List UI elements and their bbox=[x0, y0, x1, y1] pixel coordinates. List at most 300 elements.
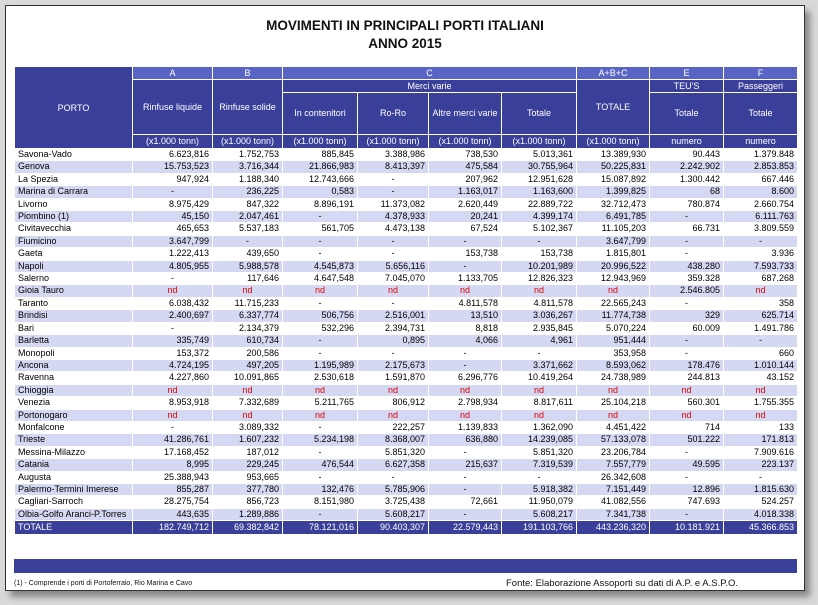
port-name: Savona-Vado bbox=[15, 149, 133, 161]
table-cell: 57.133,078 bbox=[577, 434, 650, 446]
table-cell: - bbox=[650, 446, 724, 458]
table-cell: 215,637 bbox=[429, 459, 502, 471]
table-cell: 3.036,267 bbox=[502, 310, 577, 322]
header-porto: PORTO bbox=[15, 67, 133, 149]
table-cell: 22.889,722 bbox=[502, 198, 577, 210]
table-cell: 377,780 bbox=[213, 483, 283, 495]
table-row bbox=[15, 397, 798, 409]
table-cell: 1.379.848 bbox=[724, 149, 798, 161]
table-cell: 153,372 bbox=[133, 347, 213, 359]
table-cell: nd bbox=[502, 285, 577, 297]
table-row bbox=[15, 273, 798, 285]
table-row bbox=[15, 223, 798, 235]
port-name: Messina-Milazzo bbox=[15, 446, 133, 458]
table-row bbox=[15, 211, 798, 223]
table-cell: - bbox=[283, 211, 358, 223]
table-cell: 532,296 bbox=[283, 322, 358, 334]
table-cell: - bbox=[650, 297, 724, 309]
table-cell: 6.111.763 bbox=[724, 211, 798, 223]
table-cell: 2.546.805 bbox=[650, 285, 724, 297]
table-cell: 4.227,860 bbox=[133, 372, 213, 384]
table-cell: 6.296,776 bbox=[429, 372, 502, 384]
table-cell: 68 bbox=[650, 186, 724, 198]
table-cell: 855,287 bbox=[133, 483, 213, 495]
port-movements-table bbox=[14, 66, 798, 535]
table-cell: - bbox=[650, 211, 724, 223]
table-cell: 1.300.442 bbox=[650, 173, 724, 185]
table-cell: nd bbox=[213, 409, 283, 421]
header-totale-abc: TOTALE bbox=[577, 80, 650, 135]
port-name: Cagliari-Sarroch bbox=[15, 496, 133, 508]
table-cell: nd bbox=[358, 285, 429, 297]
table-cell: - bbox=[358, 173, 429, 185]
table-cell: 2.400,697 bbox=[133, 310, 213, 322]
table-cell: 15.087,892 bbox=[577, 173, 650, 185]
table-cell: 2.242.902 bbox=[650, 161, 724, 173]
table-row bbox=[15, 310, 798, 322]
table-cell: 8.600 bbox=[724, 186, 798, 198]
table-cell: 5.918,382 bbox=[502, 483, 577, 495]
table-cell: 329 bbox=[650, 310, 724, 322]
table-cell: 5.070,224 bbox=[577, 322, 650, 334]
table-cell: 1.752,753 bbox=[213, 149, 283, 161]
table-cell: 3.647,799 bbox=[133, 235, 213, 247]
table-cell: 5.851,320 bbox=[358, 446, 429, 458]
table-cell: 171.813 bbox=[724, 434, 798, 446]
table-cell: 30.755,964 bbox=[502, 161, 577, 173]
port-name: Venezia bbox=[15, 397, 133, 409]
table-cell: 5.851,320 bbox=[502, 446, 577, 458]
table-cell: 20.996,522 bbox=[577, 260, 650, 272]
table-cell: nd bbox=[502, 384, 577, 396]
table-cell: 2.047,461 bbox=[213, 211, 283, 223]
table-cell: 6.623,816 bbox=[133, 149, 213, 161]
table-row bbox=[15, 335, 798, 347]
table-cell: 667.446 bbox=[724, 173, 798, 185]
port-name: Marina di Carrara bbox=[15, 186, 133, 198]
table-cell: 947,924 bbox=[133, 173, 213, 185]
table-cell: 207,962 bbox=[429, 173, 502, 185]
table-cell: 1.163,017 bbox=[429, 186, 502, 198]
table-cell: 2.620,449 bbox=[429, 198, 502, 210]
table-cell: nd bbox=[724, 285, 798, 297]
table-cell: 747.693 bbox=[650, 496, 724, 508]
table-cell: 5.211,765 bbox=[283, 397, 358, 409]
table-cell: 21.866,983 bbox=[283, 161, 358, 173]
table-cell: nd bbox=[650, 409, 724, 421]
table-cell: 5.234,198 bbox=[283, 434, 358, 446]
header-altre-merci: Altre merci varie bbox=[429, 93, 502, 135]
table-cell: - bbox=[358, 248, 429, 260]
table-cell: - bbox=[133, 322, 213, 334]
source-note: Fonte: Elaborazione Assoporti su dati di A.P. e A.S.P.O. bbox=[506, 578, 739, 589]
header-totale-c: Totale bbox=[502, 93, 577, 135]
table-cell: 625.714 bbox=[724, 310, 798, 322]
table-cell: 8.896,191 bbox=[283, 198, 358, 210]
table-row bbox=[15, 198, 798, 210]
table-cell: - bbox=[502, 235, 577, 247]
table-cell: 0,895 bbox=[358, 335, 429, 347]
port-name: Salerno bbox=[15, 273, 133, 285]
table-cell: 14.239,085 bbox=[502, 434, 577, 446]
port-name: Civitavecchia bbox=[15, 223, 133, 235]
table-cell: 13,510 bbox=[429, 310, 502, 322]
port-name: Fiumicino bbox=[15, 235, 133, 247]
table-cell: 335,749 bbox=[133, 335, 213, 347]
port-name: Piombino (1) bbox=[15, 211, 133, 223]
table-cell: 12.951,628 bbox=[502, 173, 577, 185]
table-cell: 4.811,578 bbox=[429, 297, 502, 309]
table-body bbox=[15, 149, 798, 521]
table-cell: 353,958 bbox=[577, 347, 650, 359]
table-cell: 3.725,438 bbox=[358, 496, 429, 508]
table-cell: 1.222,413 bbox=[133, 248, 213, 260]
table-cell: 10.419,264 bbox=[502, 372, 577, 384]
unit-c3: (x1.000 tonn) bbox=[429, 135, 502, 149]
port-name: Trieste bbox=[15, 434, 133, 446]
table-cell: - bbox=[650, 347, 724, 359]
table-cell: - bbox=[133, 421, 213, 433]
total-cell: 22.579,443 bbox=[429, 521, 502, 535]
table-cell: 1.163,600 bbox=[502, 186, 577, 198]
header-merci-varie: Merci varie bbox=[283, 80, 577, 93]
table-cell: nd bbox=[577, 285, 650, 297]
table-cell: 90.443 bbox=[650, 149, 724, 161]
table-cell: 12.826,323 bbox=[502, 273, 577, 285]
header-totale-f: Totale bbox=[724, 93, 798, 135]
table-cell: 8,818 bbox=[429, 322, 502, 334]
header-letter-c: C bbox=[283, 67, 577, 80]
table-row bbox=[15, 446, 798, 458]
table-cell: 8.151,980 bbox=[283, 496, 358, 508]
table-cell: 8.593,062 bbox=[577, 359, 650, 371]
table-cell: 11.105,203 bbox=[577, 223, 650, 235]
table-cell: - bbox=[283, 446, 358, 458]
table-cell: - bbox=[724, 471, 798, 483]
table-cell: 847,322 bbox=[213, 198, 283, 210]
table-cell: - bbox=[358, 471, 429, 483]
table-cell: 561,705 bbox=[283, 223, 358, 235]
table-cell: 501.222 bbox=[650, 434, 724, 446]
table-cell: - bbox=[429, 235, 502, 247]
table-cell: - bbox=[429, 483, 502, 495]
footnote: (1) - Comprende i porti di Portoferraio, Rio Marina e Cavo bbox=[14, 580, 193, 587]
table-cell: 2.530,618 bbox=[283, 372, 358, 384]
table-cell: 7.557,779 bbox=[577, 459, 650, 471]
table-cell: 506,756 bbox=[283, 310, 358, 322]
total-cell: 69.382,842 bbox=[213, 521, 283, 535]
table-cell: 244.813 bbox=[650, 372, 724, 384]
unit-c2: (x1.000 tonn) bbox=[358, 135, 429, 149]
table-cell: 0,583 bbox=[283, 186, 358, 198]
table-cell: nd bbox=[358, 409, 429, 421]
table-cell: 12.743,666 bbox=[283, 173, 358, 185]
port-name: Livorno bbox=[15, 198, 133, 210]
table-cell: 4.724,195 bbox=[133, 359, 213, 371]
port-name: Catania bbox=[15, 459, 133, 471]
table-cell: 476,544 bbox=[283, 459, 358, 471]
table-row bbox=[15, 496, 798, 508]
table-cell: 3.809.559 bbox=[724, 223, 798, 235]
table-cell: 3.371,662 bbox=[502, 359, 577, 371]
table-cell: 4.018.338 bbox=[724, 508, 798, 520]
total-cell: 45.366.853 bbox=[724, 521, 798, 535]
table-cell: nd bbox=[650, 384, 724, 396]
table-row bbox=[15, 161, 798, 173]
table-row bbox=[15, 322, 798, 334]
table-cell: 7.151,449 bbox=[577, 483, 650, 495]
table-cell: 359.328 bbox=[650, 273, 724, 285]
table-cell: 5.537,183 bbox=[213, 223, 283, 235]
table-row bbox=[15, 186, 798, 198]
table-cell: - bbox=[213, 235, 283, 247]
table-row bbox=[15, 173, 798, 185]
table-row bbox=[15, 235, 798, 247]
table-cell: 178.476 bbox=[650, 359, 724, 371]
table-cell: 1.591,870 bbox=[358, 372, 429, 384]
table-cell: 187,012 bbox=[213, 446, 283, 458]
table-cell: 358 bbox=[724, 297, 798, 309]
header-teus: TEU'S bbox=[650, 80, 724, 93]
table-cell: 7.593.733 bbox=[724, 260, 798, 272]
table-cell: nd bbox=[429, 285, 502, 297]
port-name: Chioggia bbox=[15, 384, 133, 396]
total-cell: 443.236,320 bbox=[577, 521, 650, 535]
unit-c1: (x1.000 tonn) bbox=[283, 135, 358, 149]
table-cell: - bbox=[358, 235, 429, 247]
table-cell: - bbox=[650, 248, 724, 260]
table-cell: 8.975,429 bbox=[133, 198, 213, 210]
table-cell: 6.491,785 bbox=[577, 211, 650, 223]
table-cell: - bbox=[358, 297, 429, 309]
table-cell: 10.201,989 bbox=[502, 260, 577, 272]
table-cell: 5.013,361 bbox=[502, 149, 577, 161]
table-cell: 7.332,689 bbox=[213, 397, 283, 409]
table-cell: nd bbox=[577, 409, 650, 421]
table-row bbox=[15, 421, 798, 433]
header-passeggeri: Passeggeri bbox=[724, 80, 798, 93]
table-cell: - bbox=[429, 359, 502, 371]
table-cell: 856,723 bbox=[213, 496, 283, 508]
table-cell: - bbox=[429, 446, 502, 458]
total-cell: 182.749,712 bbox=[133, 521, 213, 535]
table-cell: nd bbox=[283, 409, 358, 421]
table-row bbox=[15, 483, 798, 495]
port-name: Palermo-Termini Imerese bbox=[15, 483, 133, 495]
table-cell: 20,241 bbox=[429, 211, 502, 223]
total-cell: 191.103,766 bbox=[502, 521, 577, 535]
table-cell: 5.608,217 bbox=[358, 508, 429, 520]
table-row bbox=[15, 149, 798, 161]
table-cell: 72,661 bbox=[429, 496, 502, 508]
table-cell: 2.853.853 bbox=[724, 161, 798, 173]
table-cell: 951,444 bbox=[577, 335, 650, 347]
table-cell: 8,995 bbox=[133, 459, 213, 471]
unit-b: (x1.000 tonn) bbox=[213, 135, 283, 149]
table-cell: 4.545,873 bbox=[283, 260, 358, 272]
table-cell: 50.225,831 bbox=[577, 161, 650, 173]
header-totale-e: Totale bbox=[650, 93, 724, 135]
table-cell: - bbox=[283, 335, 358, 347]
table-cell: 443,635 bbox=[133, 508, 213, 520]
table-cell: 5.785,906 bbox=[358, 483, 429, 495]
unit-a: (x1.000 tonn) bbox=[133, 135, 213, 149]
table-cell: 1.815,801 bbox=[577, 248, 650, 260]
table-cell: 3.388,986 bbox=[358, 149, 429, 161]
table-cell: 7.341,738 bbox=[577, 508, 650, 520]
table-cell: 67,524 bbox=[429, 223, 502, 235]
table-cell: 132,476 bbox=[283, 483, 358, 495]
header-rinfuse-liquide: Rinfuse liquide bbox=[133, 80, 213, 135]
table-cell: 22.565,243 bbox=[577, 297, 650, 309]
table-cell: 524.257 bbox=[724, 496, 798, 508]
table-cell: nd bbox=[724, 409, 798, 421]
total-cell: 10.181.921 bbox=[650, 521, 724, 535]
table-cell: - bbox=[283, 248, 358, 260]
table-cell: 3.716,344 bbox=[213, 161, 283, 173]
table-cell: - bbox=[650, 508, 724, 520]
total-label: TOTALE bbox=[15, 521, 133, 535]
table-cell: - bbox=[283, 347, 358, 359]
table-cell: nd bbox=[133, 285, 213, 297]
header-letter-a: A bbox=[133, 67, 213, 80]
table-cell: 636,880 bbox=[429, 434, 502, 446]
table-cell: 1.815.630 bbox=[724, 483, 798, 495]
total-cell: 78.121,016 bbox=[283, 521, 358, 535]
table-cell: - bbox=[429, 260, 502, 272]
port-name: Brindisi bbox=[15, 310, 133, 322]
port-name: Napoli bbox=[15, 260, 133, 272]
table-cell: 1.133,705 bbox=[429, 273, 502, 285]
table-cell: 497,205 bbox=[213, 359, 283, 371]
table-cell: 4.805,955 bbox=[133, 260, 213, 272]
port-name: Ancona bbox=[15, 359, 133, 371]
table-cell: 560.301 bbox=[650, 397, 724, 409]
table-cell: 45,150 bbox=[133, 211, 213, 223]
table-cell: 1.195,989 bbox=[283, 359, 358, 371]
table-cell: - bbox=[283, 508, 358, 520]
table-cell: nd bbox=[283, 285, 358, 297]
table-cell: 4,066 bbox=[429, 335, 502, 347]
table-cell: 5.102,367 bbox=[502, 223, 577, 235]
table-row bbox=[15, 248, 798, 260]
table-cell: 806,912 bbox=[358, 397, 429, 409]
table-cell: nd bbox=[724, 384, 798, 396]
table-cell: 1.188,340 bbox=[213, 173, 283, 185]
table-cell: nd bbox=[429, 384, 502, 396]
table-cell: 25.388,943 bbox=[133, 471, 213, 483]
table-cell: - bbox=[133, 273, 213, 285]
table-cell: 7.045,070 bbox=[358, 273, 429, 285]
table-cell: 4,961 bbox=[502, 335, 577, 347]
table-cell: - bbox=[650, 335, 724, 347]
table-cell: 687.268 bbox=[724, 273, 798, 285]
table-cell: 475,584 bbox=[429, 161, 502, 173]
port-name: Genova bbox=[15, 161, 133, 173]
header-in-contenitori: In contenitori bbox=[283, 93, 358, 135]
table-cell: 11.774,738 bbox=[577, 310, 650, 322]
table-cell: 610,734 bbox=[213, 335, 283, 347]
unit-c4: (x1.000 tonn) bbox=[502, 135, 577, 149]
table-cell: - bbox=[650, 235, 724, 247]
table-cell: 117,646 bbox=[213, 273, 283, 285]
table-cell: 2.134,379 bbox=[213, 322, 283, 334]
table-cell: 5.656,116 bbox=[358, 260, 429, 272]
table-cell: - bbox=[429, 508, 502, 520]
table-cell: 23.206,784 bbox=[577, 446, 650, 458]
table-cell: 12.896 bbox=[650, 483, 724, 495]
table-cell: nd bbox=[213, 384, 283, 396]
table-cell: - bbox=[429, 347, 502, 359]
page-subtitle: ANNO 2015 bbox=[368, 36, 442, 51]
header-rinfuse-solide: Rinfuse solide bbox=[213, 80, 283, 135]
table-cell: 2.394,731 bbox=[358, 322, 429, 334]
table-cell: 4.451,422 bbox=[577, 421, 650, 433]
table-cell: 4.647,548 bbox=[283, 273, 358, 285]
table-row bbox=[15, 372, 798, 384]
table-cell: 6.627,358 bbox=[358, 459, 429, 471]
table-cell: 8.413,397 bbox=[358, 161, 429, 173]
table-cell: nd bbox=[283, 384, 358, 396]
table-cell: 24.738,989 bbox=[577, 372, 650, 384]
table-cell: 1.607,232 bbox=[213, 434, 283, 446]
table-cell: 3.647,799 bbox=[577, 235, 650, 247]
total-cell: 90.403,307 bbox=[358, 521, 429, 535]
port-name: Portonogaro bbox=[15, 409, 133, 421]
table-cell: - bbox=[502, 347, 577, 359]
table-cell: 223.137 bbox=[724, 459, 798, 471]
table-cell: 1.399,825 bbox=[577, 186, 650, 198]
table-cell: - bbox=[358, 186, 429, 198]
table-cell: 953,665 bbox=[213, 471, 283, 483]
table-cell: 438.280 bbox=[650, 260, 724, 272]
port-name: Barletta bbox=[15, 335, 133, 347]
table-cell: 15.753,523 bbox=[133, 161, 213, 173]
table-cell: 229,245 bbox=[213, 459, 283, 471]
table-cell: nd bbox=[577, 384, 650, 396]
table-cell: 3.936 bbox=[724, 248, 798, 260]
table-cell: 714 bbox=[650, 421, 724, 433]
table-cell: 133 bbox=[724, 421, 798, 433]
table-cell: 8.368,007 bbox=[358, 434, 429, 446]
port-name: Ravenna bbox=[15, 372, 133, 384]
table-cell: 1.362,090 bbox=[502, 421, 577, 433]
table-cell: 2.660.754 bbox=[724, 198, 798, 210]
unit-abc: (x1.000 tonn) bbox=[577, 135, 650, 149]
table-cell: 439,650 bbox=[213, 248, 283, 260]
bottom-divider-bar bbox=[14, 559, 797, 573]
table-row bbox=[15, 471, 798, 483]
table-row bbox=[15, 297, 798, 309]
table-cell: nd bbox=[358, 384, 429, 396]
table-cell: 153,738 bbox=[502, 248, 577, 260]
table-cell: 738,530 bbox=[429, 149, 502, 161]
table-cell: 885,845 bbox=[283, 149, 358, 161]
table-cell: 6.337,774 bbox=[213, 310, 283, 322]
table-cell: 1.755.355 bbox=[724, 397, 798, 409]
table-cell: - bbox=[724, 235, 798, 247]
table-cell: 60.009 bbox=[650, 322, 724, 334]
header-letter-b: B bbox=[213, 67, 283, 80]
table-cell: - bbox=[429, 471, 502, 483]
table-cell: nd bbox=[133, 384, 213, 396]
table-cell: 11.373,082 bbox=[358, 198, 429, 210]
table-cell: nd bbox=[133, 409, 213, 421]
table-cell: - bbox=[283, 421, 358, 433]
table-cell: 153,738 bbox=[429, 248, 502, 260]
table-cell: 1.010.144 bbox=[724, 359, 798, 371]
table-cell: 2.798,934 bbox=[429, 397, 502, 409]
